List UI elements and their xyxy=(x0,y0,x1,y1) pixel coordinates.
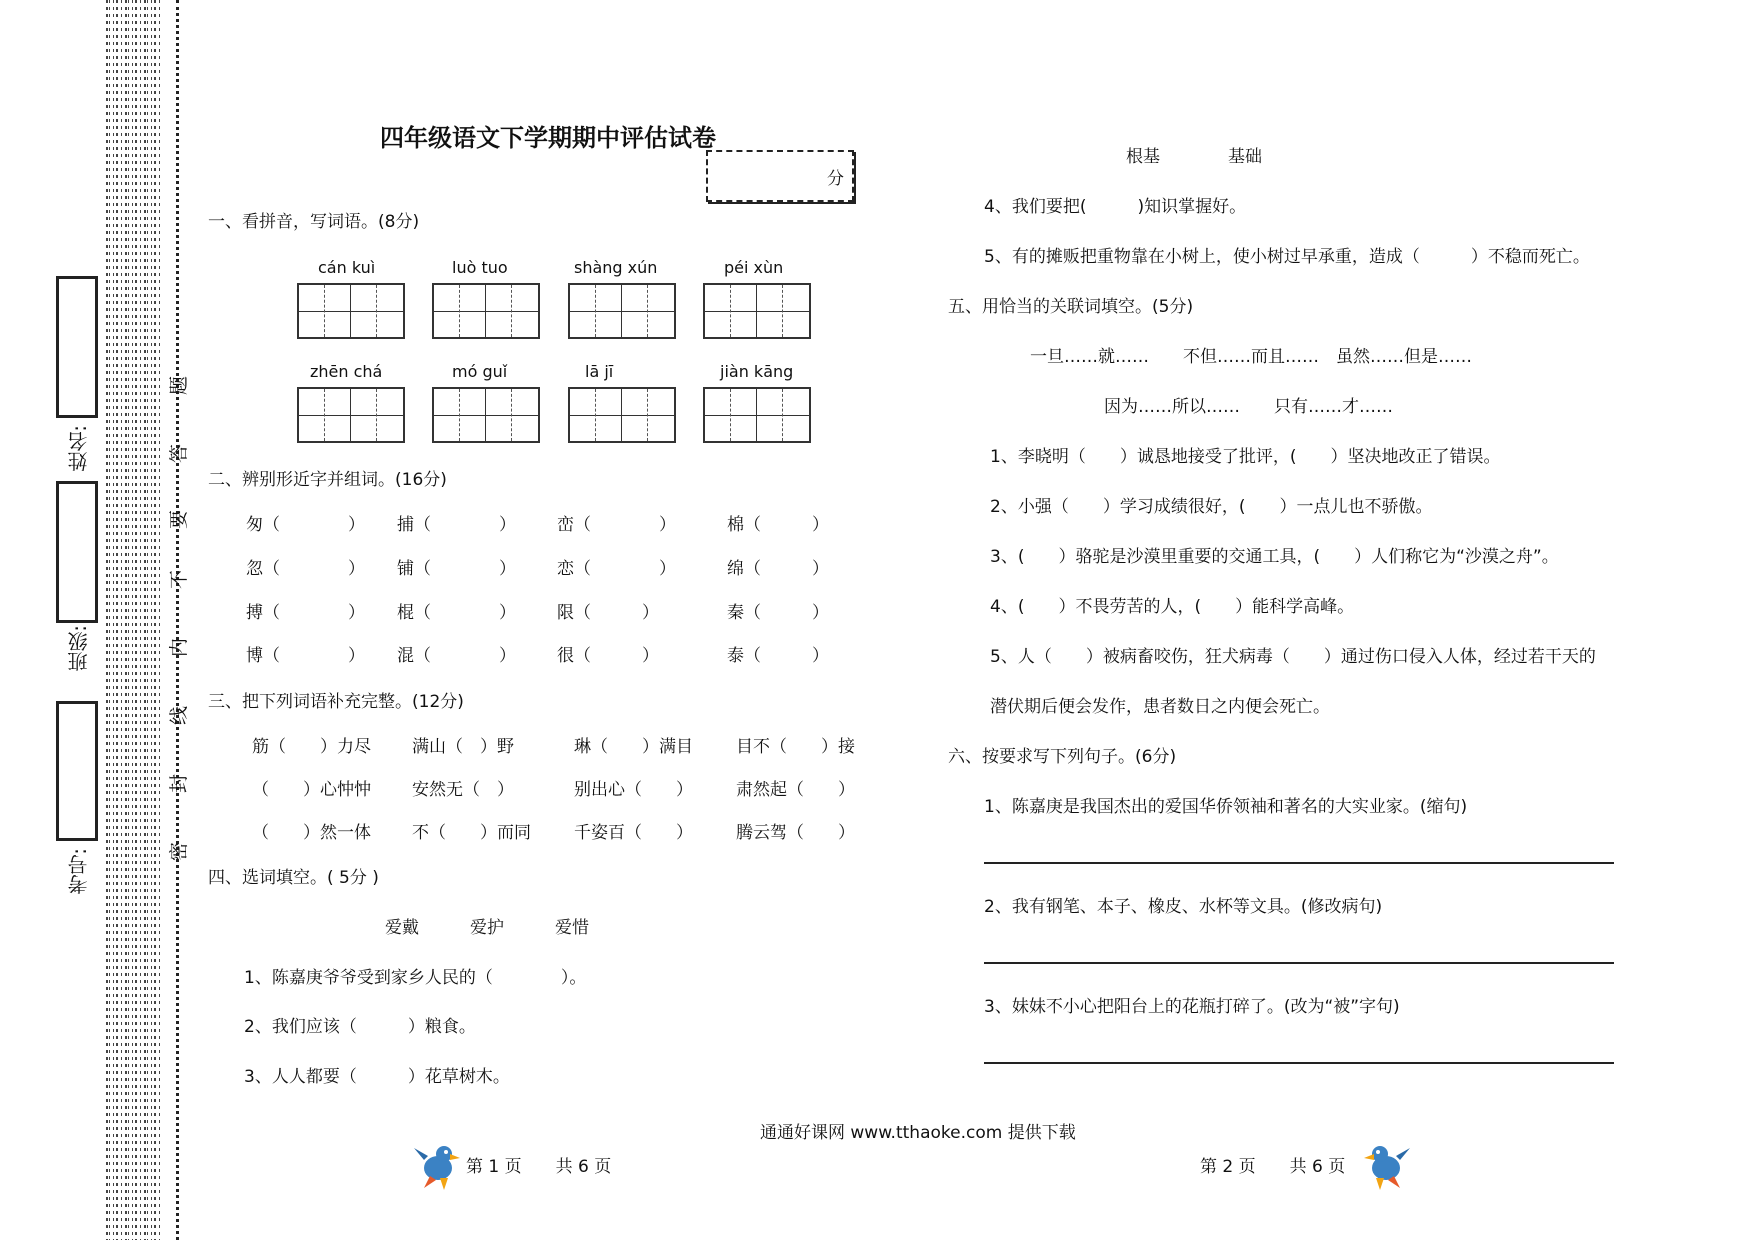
s3-item: 筋（ ）力尽 xyxy=(252,737,371,757)
s6-item-3: 3、妹妹不小心把阳台上的花瓶打碎了。(改为“被”字句) xyxy=(984,997,1400,1017)
section-5-heading: 五、用恰当的关联词填空。(5分) xyxy=(948,297,1194,317)
seal-char-bu: 不 xyxy=(168,569,191,590)
s3-item: 目不（ ）接 xyxy=(736,737,855,757)
s2-item: 峦（ ） xyxy=(557,515,676,535)
pinyin-7: lā jī xyxy=(585,362,614,381)
s2-item: 秦（ ） xyxy=(727,603,829,623)
seal-char-ti: 题 xyxy=(168,375,191,396)
seal-char-da: 答 xyxy=(168,443,191,464)
s5-word-bank-b: 因为……所以…… 只有……才…… xyxy=(1104,397,1393,417)
s6-item-1: 1、陈嘉庚是我国杰出的爱国华侨领袖和著名的大实业家。(缩句) xyxy=(984,797,1468,817)
pinyin-3: shàng xún xyxy=(574,258,658,277)
section-1-heading: 一、看拼音，写词语。(8分) xyxy=(208,212,420,232)
s2-item: 泰（ ） xyxy=(727,646,829,666)
s3-item: 腾云驾（ ） xyxy=(736,823,855,843)
s3-item: 千姿百（ ） xyxy=(574,823,693,843)
seal-char-xian: 线 xyxy=(168,705,191,726)
answer-line-1[interactable] xyxy=(984,862,1614,864)
margin-barcode-pattern xyxy=(106,0,160,1240)
answer-line-3[interactable] xyxy=(984,1062,1614,1064)
section-2-heading: 二、辨别形近字并组词。(16分) xyxy=(208,470,447,490)
s2-item: 限（ ） xyxy=(557,603,659,623)
name-label: 姓名: xyxy=(67,425,91,472)
exam-number-label: 考号: xyxy=(67,848,91,895)
provider-note: 通通好课网 www.tthaoke.com 提供下载 xyxy=(760,1123,1076,1143)
score-box[interactable] xyxy=(706,150,854,202)
s3-item: （ ）然一体 xyxy=(252,823,371,843)
writing-grid-7[interactable] xyxy=(568,387,676,443)
writing-grid-6[interactable] xyxy=(432,387,540,443)
s2-item: 很（ ） xyxy=(557,646,659,666)
pinyin-6: mó guǐ xyxy=(452,362,508,381)
s2-item: 博（ ） xyxy=(246,646,365,666)
s3-item: （ ）心忡忡 xyxy=(252,780,371,800)
pinyin-8: jiàn kāng xyxy=(720,362,794,381)
s2-item: 搏（ ） xyxy=(246,603,365,623)
seal-dotted-line xyxy=(176,0,179,1240)
s3-item: 满山（ ）野 xyxy=(412,737,514,757)
answer-line-2[interactable] xyxy=(984,962,1614,964)
pinyin-4: péi xùn xyxy=(724,258,784,277)
exam-title: 四年级语文下学期期中评估试卷 xyxy=(380,124,716,152)
s4-word-bank-1: 爱戴 爱护 爱惜 xyxy=(385,918,589,938)
writing-grid-1[interactable] xyxy=(297,283,405,339)
s4-item-2: 2、我们应该（ ）粮食。 xyxy=(244,1017,476,1037)
s2-item: 恋（ ） xyxy=(557,559,676,579)
pinyin-2: luò tuo xyxy=(452,258,508,277)
seal-char-mi: 密 xyxy=(168,841,191,862)
s3-item: 肃然起（ ） xyxy=(736,780,855,800)
page-number-left: 第 1 页 共 6 页 xyxy=(466,1157,612,1177)
s5-item-5: 5、人（ ）被病畜咬伤，狂犬病毒（ ）通过伤口侵入人体，经过若干天的 xyxy=(990,647,1596,667)
page-number-right: 第 2 页 共 6 页 xyxy=(1200,1157,1346,1177)
s5-item-1: 1、李晓明（ ）诚恳地接受了批评，( ）坚决地改正了错误。 xyxy=(990,447,1501,467)
writing-grid-2[interactable] xyxy=(432,283,540,339)
name-box[interactable] xyxy=(56,276,98,418)
writing-grid-3[interactable] xyxy=(568,283,676,339)
s2-item: 匆（ ） xyxy=(246,515,365,535)
s6-item-2: 2、我有钢笔、本子、橡皮、水杯等文具。(修改病句) xyxy=(984,897,1383,917)
s4-item-4: 4、我们要把( )知识掌握好。 xyxy=(984,197,1247,217)
s5-item-2: 2、小强（ ）学习成绩很好，( ）一点儿也不骄傲。 xyxy=(990,497,1433,517)
writing-grid-4[interactable] xyxy=(703,283,811,339)
cartoon-bird-icon xyxy=(414,1140,460,1190)
s2-item: 棍（ ） xyxy=(397,603,516,623)
section-3-heading: 三、把下列词语补充完整。(12分) xyxy=(208,692,464,712)
seal-char-nei: 内 xyxy=(168,637,191,658)
pinyin-1: cán kuì xyxy=(318,258,376,277)
section-4-heading: 四、选词填空。( 5分 ) xyxy=(208,868,379,888)
s4-item-5: 5、有的摊贩把重物靠在小树上，使小树过早承重，造成（ ）不稳而死亡。 xyxy=(984,247,1590,267)
s2-item: 铺（ ） xyxy=(397,559,516,579)
class-label: 班级: xyxy=(67,625,91,672)
s2-item: 忽（ ） xyxy=(246,559,365,579)
exam-number-box[interactable] xyxy=(56,701,98,841)
s2-item: 棉（ ） xyxy=(727,515,829,535)
s5-word-bank-a: 一旦……就…… 不但……而且…… 虽然……但是…… xyxy=(1030,347,1472,367)
s4-word-bank-2: 根基 基础 xyxy=(1126,147,1262,167)
score-unit: 分 xyxy=(827,169,844,189)
s4-item-1: 1、陈嘉庚爷爷受到家乡人民的（ ）。 xyxy=(244,968,587,988)
seal-char-yao: 要 xyxy=(168,509,191,530)
cartoon-bird-icon xyxy=(1364,1140,1410,1190)
s5-item-5-cont: 潜伏期后便会发作，患者数日之内便会死亡。 xyxy=(990,697,1330,717)
s3-item: 安然无（ ） xyxy=(412,780,514,800)
writing-grid-8[interactable] xyxy=(703,387,811,443)
s3-item: 不（ ）而同 xyxy=(412,823,531,843)
class-box[interactable] xyxy=(56,481,98,623)
s5-item-3: 3、( ）骆驼是沙漠里重要的交通工具，( ）人们称它为“沙漠之舟”。 xyxy=(990,547,1559,567)
s5-item-4: 4、( ）不畏劳苦的人，( ）能科学高峰。 xyxy=(990,597,1355,617)
writing-grid-5[interactable] xyxy=(297,387,405,443)
s3-item: 琳（ ）满目 xyxy=(574,737,693,757)
seal-char-feng: 封 xyxy=(168,773,191,794)
s2-item: 绵（ ） xyxy=(727,559,829,579)
s3-item: 别出心（ ） xyxy=(574,780,693,800)
s4-item-3: 3、人人都要（ ）花草树木。 xyxy=(244,1067,510,1087)
pinyin-5: zhēn chá xyxy=(310,362,383,381)
s2-item: 混（ ） xyxy=(397,646,516,666)
section-6-heading: 六、按要求写下列句子。(6分) xyxy=(948,747,1177,767)
s2-item: 捕（ ） xyxy=(397,515,516,535)
